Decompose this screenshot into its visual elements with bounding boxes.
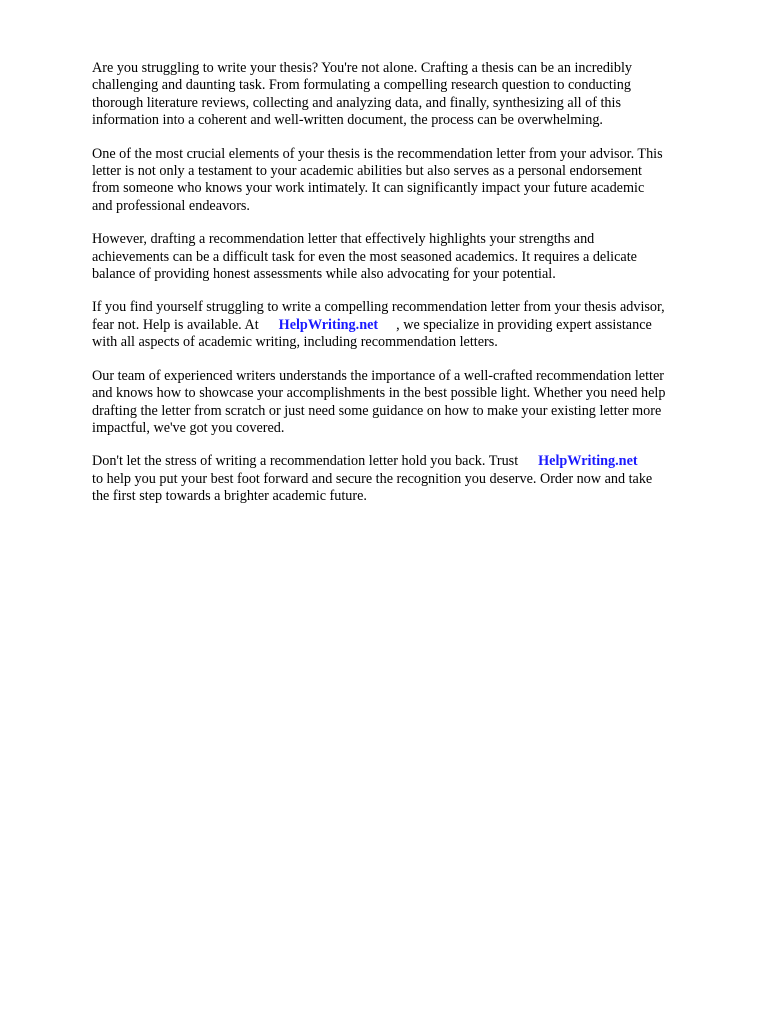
paragraph-drafting: [92, 231, 732, 283]
helpwriting-link[interactable]: HelpWriting.net: [538, 453, 638, 470]
paragraph-help: [92, 299, 732, 351]
text-line: balance of providing honest assessments while also advocating for your potential.: [92, 266, 556, 283]
paragraph-team: [92, 368, 732, 438]
text-segment: fear not. Help is available. At: [92, 316, 259, 333]
document-body: [92, 60, 732, 522]
text-line: However, drafting a recommendation letter that effectively highlights your strengths and: [92, 231, 595, 248]
text-line: challenging and daunting task. From formulating a compelling research question to conducting: [92, 77, 631, 94]
paragraph-closing: [92, 453, 732, 505]
text-line: from someone who knows your work intimately. It can significantly impact your future academic: [92, 180, 645, 197]
text-line: with all aspects of academic writing, including recommendation letters.: [92, 334, 498, 351]
text-line: If you find yourself struggling to write a compelling recommendation letter from your thesis advisor,: [92, 299, 665, 316]
text-line: information into a coherent and well-written document, the process can be overwhelming.: [92, 112, 603, 129]
text-line-with-link: [92, 453, 732, 470]
text-line: to help you put your best foot forward and secure the recognition you deserve. Order now and take: [92, 470, 653, 487]
text-line: drafting the letter from scratch or just need some guidance on how to make your existing letter more: [92, 402, 662, 419]
text-segment: , we specialize in providing expert assistance: [396, 316, 652, 333]
text-line: and professional endeavors.: [92, 197, 250, 214]
text-line: thorough literature reviews, collecting and analyzing data, and finally, synthesizing all of this: [92, 94, 621, 111]
text-line: One of the most crucial elements of your thesis is the recommendation letter from your advisor. This: [92, 145, 663, 162]
paragraph-recommendation: [92, 146, 732, 216]
helpwriting-link[interactable]: HelpWriting.net: [278, 316, 379, 333]
text-line: letter is not only a testament to your academic abilities but also serves as a personal endorsement: [92, 163, 642, 180]
text-line: achievements can be a difficult task for even the most seasoned academics. It requires a delicate: [92, 248, 637, 265]
text-line: the first step towards a brighter academic future.: [92, 488, 367, 505]
text-line: Are you struggling to write your thesis? You're not alone. Crafting a thesis can be an incredibly: [92, 60, 632, 76]
paragraph-intro: [92, 60, 732, 130]
text-line: impactful, we've got you covered.: [92, 419, 285, 436]
text-line: Our team of experienced writers understands the importance of a well-crafted recommendation letter: [92, 367, 664, 384]
text-line-with-link: [92, 317, 732, 334]
text-line: and knows how to showcase your accomplishments in the best possible light. Whether you need help: [92, 385, 666, 402]
text-segment: Don't let the stress of writing a recommendation letter hold you back. Trust: [92, 453, 519, 470]
